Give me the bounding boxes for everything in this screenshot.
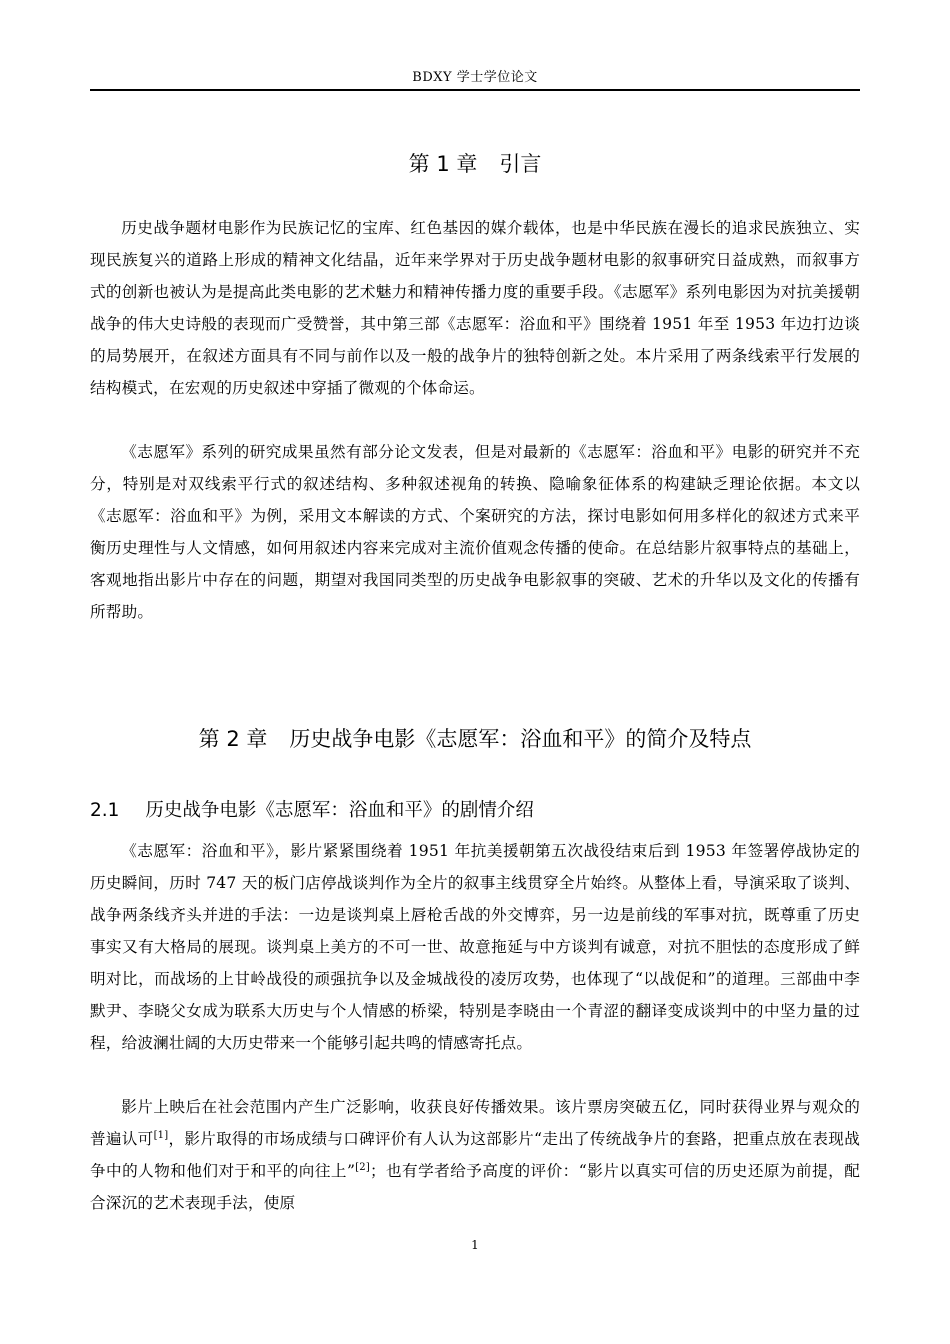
section-2-1-number: 2.1 xyxy=(90,800,120,821)
chapter-2-number: 第 2 章 xyxy=(198,727,268,751)
section-2-1-title: 历史战争电影《志愿军：浴血和平》的剧情介绍 xyxy=(145,800,534,821)
chapter-1-paragraph-1: 历史战争题材电影作为民族记忆的宝库、红色基因的媒介载体，也是中华民族在漫长的追求民族独立、实现民族复兴的道路上形成的精神文化结晶，近年来学界对于历史战争题材电影的叙事研究日益成熟，而叙事方式的创新也被认为是提高此类电影的艺术魅力和精神传播力度的重要手段。《志愿军》系列电影因为对抗美援朝战争的伟大史诗般的表现而广受赞誉，其中第三部《志愿军：浴血和平》围绕着 1951 年至 1953 年边打边谈的局势展开，在叙述方面具有不同与前作以及一般的战争片的独特创新之处。本片采用了两条线索平行发展的结构模式，在宏观的历史叙述中穿插了微观的个体命运。 xyxy=(90,219,860,397)
section-2-1-paragraph-2 xyxy=(90,1091,860,1219)
chapter-1-number: 第 1 章 xyxy=(408,152,478,176)
paragraph-2-text-part-1: 影片上映后在社会范围内产生广泛影响，收获良好传播效果。该片票房突破五亿，同时获得业界与观众的普遍认可 xyxy=(90,1098,860,1148)
chapter-1-paragraph-2: 《志愿军》系列的研究成果虽然有部分论文发表，但是对最新的《志愿军：浴血和平》电影的研究并不充分，特别是对双线索平行式的叙述结构、多种叙述视角的转换、隐喻象征体系的构建缺乏理论依据。本文以《志愿军：浴血和平》为例，采用文本解读的方式、个案研究的方法，探讨电影如何用多样化的叙述方式来平衡历史理性与人文情感，如何用叙述内容来完成对主流价值观念传播的使命。在总结影片叙事特点的基础上，客观地指出影片中存在的问题，期望对我国同类型的历史战争电影叙事的突破、艺术的升华以及文化的传播有所帮助。 xyxy=(90,443,860,621)
paragraph-2-text-part-3: ；也有学者给予高度的评价：“影片以真实可信的历史还原为前提，配合深沉的艺术表现手法，使原 xyxy=(90,1162,860,1212)
paragraph-2-text-part-2: ，影片取得的市场成绩与口碑评价有人认为这部影片“走出了传统战争片的套路，把重点放在表现战争中的人物和他们对于和平的向往上” xyxy=(90,1130,860,1180)
chapter-1-heading xyxy=(90,148,860,178)
section-2-1-paragraph-1: 《志愿军：浴血和平》，影片紧紧围绕着 1951 年抗美援朝第五次战役结束后到 1953 年签署停战协定的历史瞬间，历时 747 天的板门店停战谈判作为全片的叙事主线贯穿全片始终。从整体上看，导演采取了谈判、战争两条线齐头并进的手法：一边是谈判桌上唇枪舌战的外交博弈，另一边是前线的军事对抗，既尊重了历史事实又有大格局的展现。谈判桌上美方的不可一世、故意拖延与中方谈判有诚意，对抗不胆怯的态度形成了鲜明对比，而战场的上甘岭战役的顽强抗争以及金城战役的凌厉攻势，也体现了“以战促和”的道理。三部曲中李默尹、李晓父女成为联系大历史与个人情感的桥梁，特别是李晓由一个青涩的翻译变成谈判中的中坚力量的过程，给波澜壮阔的大历史带来一个能够引起共鸣的情感寄托点。 xyxy=(90,842,860,1052)
running-header: BDXY 学士学位论文 xyxy=(412,70,538,85)
chapter-2-title: 历史战争电影《志愿军：浴血和平》的简介及特点 xyxy=(289,727,752,751)
citation-ref-1[interactable]: [1] xyxy=(153,1129,169,1141)
chapter-1-title: 引言 xyxy=(499,152,542,176)
page-number: 1 xyxy=(471,1238,479,1252)
section-2-1-heading xyxy=(90,796,860,822)
citation-ref-2[interactable]: [2] xyxy=(355,1161,370,1173)
chapter-2-heading xyxy=(90,723,860,753)
header-rule xyxy=(90,89,860,91)
